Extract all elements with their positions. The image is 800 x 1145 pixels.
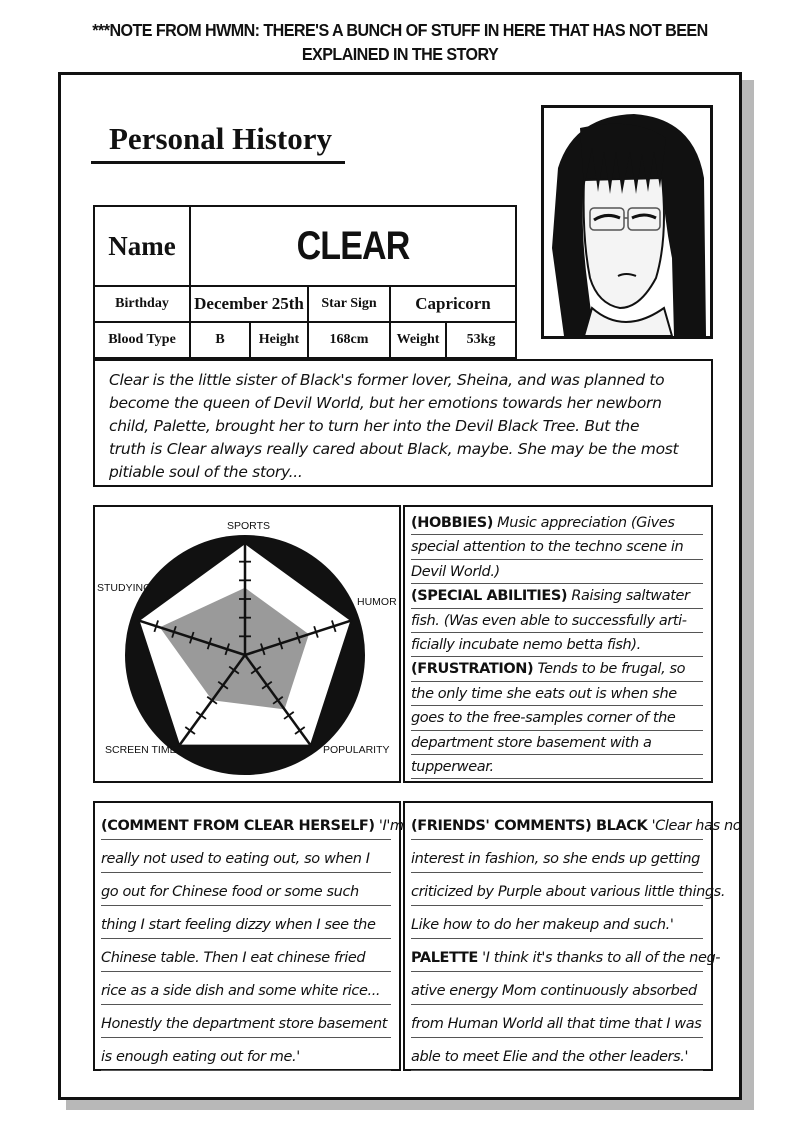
stats-radar-chart xyxy=(93,505,401,783)
star-sign-label: Star Sign xyxy=(308,286,390,322)
self-comment-line xyxy=(101,807,404,840)
self-comment-line xyxy=(101,873,391,906)
hobbies-box xyxy=(403,505,713,783)
friends-comment-line-text: from Human World all that time that I was xyxy=(411,1016,702,1032)
character-portrait xyxy=(541,105,713,339)
self-comment-box xyxy=(93,801,404,1071)
profile-table xyxy=(93,205,517,359)
axis-label-sports: SPORTS xyxy=(227,520,270,532)
self-comment-line xyxy=(101,972,391,1005)
hobbies-line xyxy=(411,755,703,779)
friends-comment-line xyxy=(411,972,703,1005)
hobbies-line xyxy=(411,731,703,755)
name-label: Name xyxy=(94,206,190,286)
self-comment-line-text: Honestly the department store basement xyxy=(101,1016,388,1032)
friends-comment-line xyxy=(411,840,703,873)
description-line: child, Palette, brought her to turn her into the Devil Black Tree. But the xyxy=(109,417,640,435)
portrait-illustration xyxy=(544,108,710,336)
hobbies-line-text: the only time she eats out is when she xyxy=(411,685,677,702)
hobbies-line-text: tupperwear. xyxy=(411,758,494,775)
axis-label-popularity: POPULARITY xyxy=(323,744,390,756)
profile-page xyxy=(58,72,742,1100)
name-cell xyxy=(190,206,516,286)
hobbies-line-text: Tends to be frugal, so xyxy=(533,661,686,678)
friends-comment-line xyxy=(411,873,726,906)
hobbies-line xyxy=(411,511,703,535)
birthday-label: Birthday xyxy=(94,286,190,322)
weight-value: 53kg xyxy=(446,322,516,358)
self-comment-line-text: rice as a side dish and some white rice... xyxy=(101,983,381,999)
friends-comment-line xyxy=(411,1038,703,1071)
hobbies-line-tag: (SPECIAL ABILITIES) xyxy=(411,588,568,605)
friends-comment-line xyxy=(411,1005,703,1038)
self-comment-line-text: go out for Chinese food or some such xyxy=(101,884,359,900)
page-title: Personal History xyxy=(109,121,332,156)
self-comment-line-text: is enough eating out for me.' xyxy=(101,1049,300,1065)
friends-comment-line xyxy=(411,906,703,939)
hobbies-line-tag: (HOBBIES) xyxy=(411,515,493,531)
friends-comment-line-text: able to meet Elie and the other leaders.' xyxy=(411,1049,689,1065)
weight-label: Weight xyxy=(390,322,446,358)
friends-comment-box xyxy=(403,801,742,1071)
hobbies-line-text: ficially incubate nemo betta fish). xyxy=(411,636,641,653)
description-line: Clear is the little sister of Black's former lover, Sheina, and was planned to xyxy=(109,371,665,389)
hobbies-line-tag: (FRUSTRATION) xyxy=(411,661,534,678)
self-comment-line-text: 'I'm xyxy=(374,818,404,834)
axis-label-studying: STUDYING xyxy=(97,582,152,594)
self-comment-line xyxy=(101,1005,391,1038)
hobbies-line xyxy=(411,560,703,584)
self-comment-line xyxy=(101,939,391,972)
star-sign-value: Capricorn xyxy=(390,286,516,322)
birthday-value: December 25th xyxy=(190,286,308,322)
height-label: Height xyxy=(250,322,308,358)
self-comment-line-text: Chinese table. Then I eat chinese fried xyxy=(101,950,366,966)
axis-label-humor: HUMOR xyxy=(357,596,397,608)
friends-comment-line-text: Like how to do her makeup and such.' xyxy=(411,917,674,933)
friends-comment-line xyxy=(411,939,721,972)
character-description xyxy=(93,359,713,487)
radar-svg xyxy=(95,507,399,781)
description-line: truth is Clear always really cared about Black, maybe. She may be the most xyxy=(109,440,679,458)
friends-comment-line-text: interest in fashion, so she ends up getting xyxy=(411,851,700,867)
hobbies-line-text: fish. (Was even able to successfully arti- xyxy=(411,612,687,629)
hobbies-line-text: Raising saltwater xyxy=(567,588,690,605)
friends-comment-line xyxy=(411,807,742,840)
hobbies-line-text: goes to the free-samples corner of the xyxy=(411,710,676,727)
hobbies-line xyxy=(411,682,703,706)
hobbies-line xyxy=(411,535,703,559)
friends-comment-line-text: ative energy Mom continuously absorbed xyxy=(411,983,697,999)
friends-comment-line-text: 'Clear has no xyxy=(647,818,742,834)
spoiler-note-line-1: ***NOTE FROM HWMN: THERE'S A BUNCH OF STUFF IN HERE THAT HAS NOT BEEN EXPLAINED IN THE STORY xyxy=(92,20,708,64)
blood-type-value: B xyxy=(190,322,250,358)
friends-comment-line-tag: (FRIENDS' COMMENTS) BLACK xyxy=(411,818,648,834)
hobbies-line xyxy=(411,584,703,608)
self-comment-line-text: thing I start feeling dizzy when I see the xyxy=(101,917,376,933)
name-value: CLEAR xyxy=(296,223,410,268)
hobbies-line-text: special attention to the techno scene in xyxy=(411,539,684,556)
description-line: pitiable soul of the story... xyxy=(109,463,303,481)
description-line: become the queen of Devil World, but her emotions towards her newborn xyxy=(109,394,662,412)
friends-comment-line-text: criticized by Purple about various little things. xyxy=(411,884,726,900)
friends-comment-line-text: 'I think it's thanks to all of the neg- xyxy=(477,950,721,966)
self-comment-line xyxy=(101,1038,391,1071)
axis-label-screen-time: SCREEN TIME xyxy=(105,744,177,756)
hobbies-line xyxy=(411,706,703,730)
hobbies-line-text: department store basement with a xyxy=(411,734,652,751)
self-comment-line-tag: (COMMENT FROM CLEAR HERSELF) xyxy=(101,818,375,834)
self-comment-line-text: really not used to eating out, so when I xyxy=(101,851,370,867)
friends-comment-line-tag: PALETTE xyxy=(411,950,478,966)
hobbies-line xyxy=(411,657,703,681)
title-underline xyxy=(91,161,345,164)
hobbies-line xyxy=(411,609,703,633)
self-comment-line xyxy=(101,906,391,939)
hobbies-line xyxy=(411,633,703,657)
self-comment-line xyxy=(101,840,391,873)
hobbies-line-text: Music appreciation (Gives xyxy=(492,515,675,531)
height-value: 168cm xyxy=(308,322,390,358)
blood-type-label: Blood Type xyxy=(94,322,190,358)
hobbies-line-text: Devil World.) xyxy=(411,563,500,580)
